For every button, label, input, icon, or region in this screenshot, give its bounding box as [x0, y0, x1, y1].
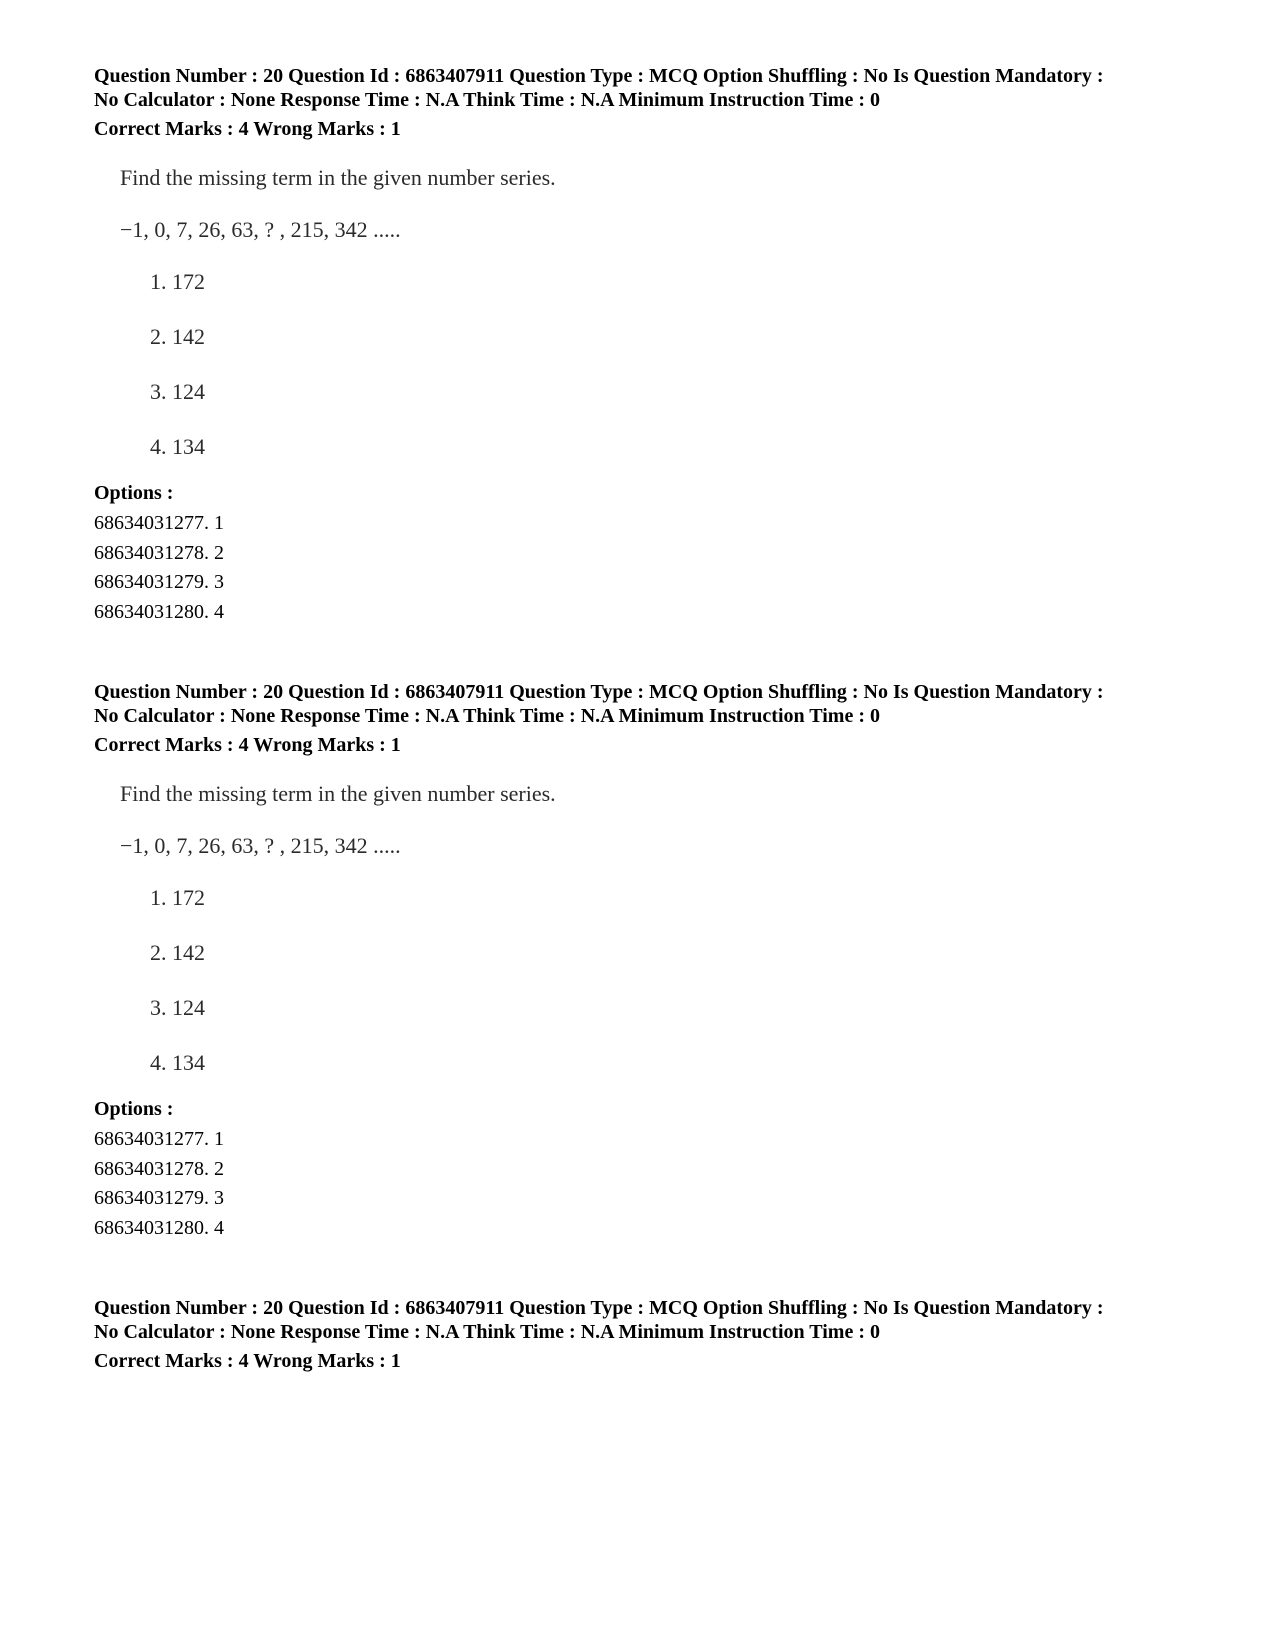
question-meta-line-2: No Calculator : None Response Time : N.A Think Time : N.A Minimum Instruction Time : 0	[94, 1321, 880, 1343]
question-marks: Correct Marks : 4 Wrong Marks : 1	[94, 1350, 401, 1372]
options-label: Options :	[94, 1098, 174, 1120]
option-id-line: 68634031277. 1	[94, 1128, 224, 1150]
question-choice: 3. 124	[150, 995, 205, 1020]
question-choices	[120, 883, 1214, 1078]
option-id-line: 68634031279. 3	[94, 571, 224, 593]
option-id-line: 68634031280. 4	[94, 1216, 224, 1239]
question-choice: 4. 134	[150, 434, 205, 459]
option-id-line: 68634031278. 2	[94, 1157, 224, 1180]
option-id-line: 68634031280. 4	[94, 600, 224, 623]
question-meta-line-2: No Calculator : None Response Time : N.A Think Time : N.A Minimum Instruction Time : 0	[94, 705, 880, 727]
question-marks: Correct Marks : 4 Wrong Marks : 1	[94, 118, 401, 140]
question-image	[94, 163, 1214, 462]
question-text: Find the missing term in the given number series.	[120, 781, 556, 806]
question-choice: 1. 172	[150, 269, 205, 294]
question-series: −1, 0, 7, 26, 63, ? , 215, 342 .....	[120, 833, 401, 858]
question-choices	[120, 267, 1214, 462]
option-id-line: 68634031278. 2	[94, 541, 224, 564]
question-image	[94, 779, 1214, 1078]
question-marks: Correct Marks : 4 Wrong Marks : 1	[94, 734, 401, 756]
question-meta-line-2: No Calculator : None Response Time : N.A Think Time : N.A Minimum Instruction Time : 0	[94, 89, 880, 111]
question-choice: 4. 134	[150, 1050, 205, 1075]
question-meta-line-1: Question Number : 20 Question Id : 6863407911 Question Type : MCQ Option Shuffling : No Is Question Mandatory :	[94, 1297, 1104, 1319]
question-text: Find the missing term in the given number series.	[120, 165, 556, 190]
question-block-1	[94, 64, 1214, 627]
options-label: Options :	[94, 482, 174, 504]
question-meta-line-1: Question Number : 20 Question Id : 6863407911 Question Type : MCQ Option Shuffling : No Is Question Mandatory :	[94, 65, 1104, 87]
question-block-3	[94, 1296, 1214, 1373]
question-choice: 3. 124	[150, 379, 205, 404]
question-choice: 2. 142	[150, 324, 205, 349]
question-choice: 1. 172	[150, 885, 205, 910]
question-meta-line-1: Question Number : 20 Question Id : 6863407911 Question Type : MCQ Option Shuffling : No Is Question Mandatory :	[94, 681, 1104, 703]
option-id-line: 68634031277. 1	[94, 512, 224, 534]
question-series: −1, 0, 7, 26, 63, ? , 215, 342 .....	[120, 217, 401, 242]
option-id-line: 68634031279. 3	[94, 1187, 224, 1209]
question-block-2	[94, 680, 1214, 1243]
question-choice: 2. 142	[150, 940, 205, 965]
